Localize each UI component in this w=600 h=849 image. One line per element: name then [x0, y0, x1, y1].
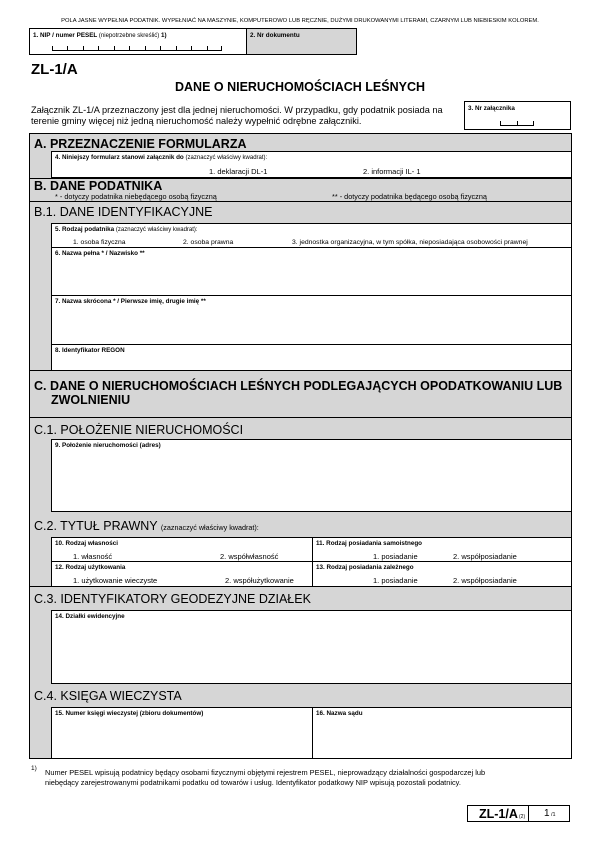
field-5-note: (zaznaczyć właściwy kwadrat): — [115, 227, 198, 233]
footnote-text — [45, 768, 485, 787]
property-location-label: 9. Położenie nieruchomości (adres) — [55, 442, 161, 449]
section-c2-note: (zaznaczyć właściwy kwadrat): — [160, 523, 259, 532]
parcels-label: 14. Działki ewidencyjne — [55, 613, 125, 620]
section-c2-title — [34, 519, 259, 533]
field-5-box — [51, 223, 572, 248]
section-a-title: A. PRZEZNACZENIE FORMULARZA — [34, 137, 247, 151]
field-4-note: (zaznaczyć właściwy kwadrat): — [185, 155, 268, 161]
intro-line-2: terenie gminy więcej niż jedną nieruchomość należy wypełnić odrębne załączniki. — [31, 116, 362, 126]
section-c-title-line-2: ZWOLNIENIU — [51, 393, 131, 407]
attachment-number-label: 3. Nr załącznika — [468, 105, 515, 112]
section-c1-title: C.1. POŁOŻENIE NIERUCHOMOŚCI — [34, 423, 244, 437]
intro-text — [31, 105, 443, 127]
field-10-box — [51, 537, 313, 562]
section-b-title: B. DANE PODATNIKA — [34, 179, 163, 193]
regon-field[interactable] — [51, 344, 572, 371]
option-dependent-co-possession[interactable]: 2. współposiadanie — [453, 576, 517, 585]
section-c3-title: C.3. IDENTYFIKATORY GEODEZYJNE DZIAŁEK — [34, 592, 311, 606]
field-12-label: 12. Rodzaj użytkowania — [55, 564, 126, 571]
option-dl1[interactable]: 1. deklaracji DL-1 — [209, 167, 268, 176]
full-name-field[interactable] — [51, 247, 572, 296]
property-location-field[interactable] — [51, 439, 572, 512]
attachment-comb — [500, 122, 534, 126]
full-name-label: 6. Nazwa pełna * / Nazwisko ** — [55, 250, 145, 257]
footer-form-code — [467, 805, 529, 822]
footer-page: 1 — [544, 808, 550, 819]
field-13-label: 13. Rodzaj posiadania zależnego — [316, 564, 414, 571]
footer-page-total: /1 — [551, 812, 556, 818]
intro-line-1: Załącznik ZL-1/A przeznaczony jest dla jednej nieruchomości. W przypadku, gdy podatnik posiada na — [31, 105, 443, 115]
field-4-label: 4. Niniejszy formularz stanowi załącznik do — [55, 154, 184, 161]
court-name-label: 16. Nazwa sądu — [316, 710, 363, 717]
option-organizational-unit[interactable]: 3. jednostka organizacyjna, w tym spółka, nieposiadająca osobowości prawnej — [292, 239, 528, 246]
attachment-number-field[interactable] — [464, 101, 571, 130]
field-11-box — [312, 537, 572, 562]
form-code: ZL-1/A — [31, 61, 78, 78]
nip-comb — [52, 47, 222, 51]
field-11-label: 11. Rodzaj posiadania samoistnego — [316, 540, 423, 547]
field-4-box — [51, 151, 572, 178]
option-il1[interactable]: 2. informacji IL- 1 — [363, 167, 421, 176]
footer-version: (2) — [519, 814, 526, 820]
nip-pesel-note: (niepotrzebne skreślić) — [98, 33, 160, 39]
form-title: DANE O NIERUCHOMOŚCIACH LEŚNYCH — [174, 80, 425, 94]
nip-pesel-field[interactable] — [29, 28, 247, 55]
option-co-possession[interactable]: 2. współposiadanie — [453, 552, 517, 561]
option-co-usufruct[interactable]: 2. współużytkowanie — [225, 576, 294, 585]
option-possession[interactable]: 1. posiadanie — [373, 552, 418, 561]
footnote-line-1: Numer PESEL wpisują podatnicy będący osobami fizycznymi objętymi rejestrem PESEL, nieprowadzący działalności gospodarczej lub — [45, 768, 486, 777]
option-legal-person[interactable]: 2. osoba prawna — [183, 239, 234, 246]
field-13-box — [312, 561, 572, 587]
section-b-note-2: ** - dotyczy podatnika będącego osobą fizyczną — [332, 192, 487, 201]
option-perpetual-usufruct[interactable]: 1. użytkowanie wieczyste — [73, 576, 158, 585]
field-5-label: 5. Rodzaj podatnika — [55, 226, 115, 233]
footnote-mark: 1) — [31, 765, 37, 772]
section-c4-title: C.4. KSIĘGA WIECZYSTA — [34, 689, 182, 703]
option-co-ownership[interactable]: 2. współwłasność — [220, 552, 279, 561]
option-natural-person[interactable]: 1. osoba fizyczna — [73, 239, 126, 246]
document-number-label: 2. Nr dokumentu — [250, 32, 300, 39]
nip-pesel-ref: 1) — [161, 32, 167, 39]
footer-code: ZL-1/A — [479, 807, 518, 821]
field-12-box — [51, 561, 313, 587]
section-c-title — [34, 379, 562, 407]
field-10-label: 10. Rodzaj własności — [55, 540, 118, 547]
short-name-field[interactable] — [51, 295, 572, 345]
parcels-field[interactable] — [51, 610, 572, 684]
option-dependent-possession[interactable]: 1. posiadanie — [373, 576, 418, 585]
section-b1-title: B.1. DANE IDENTYFIKACYJNE — [34, 205, 213, 219]
land-register-label: 15. Numer księgi wieczystej (zbioru dokumentów) — [55, 710, 204, 717]
footer-page-number — [528, 805, 570, 822]
footnote-line-2: niebędący zarejestrowanymi podatnikami podatku od towarów i usług. Identyfikator podatkowy NIP wpisują pozostali podatnicy. — [45, 777, 461, 787]
document-number-field — [246, 28, 357, 55]
section-b-note-1: * - dotyczy podatnika niebędącego osobą fizyczną — [55, 192, 217, 201]
short-name-label: 7. Nazwa skrócona * / Pierwsze imię, drugie imię ** — [55, 298, 206, 305]
land-register-field[interactable] — [51, 707, 313, 759]
section-c-title-line-1: C. DANE O NIERUCHOMOŚCIACH LEŚNYCH PODLEGAJĄCYCH OPODATKOWANIU LUB — [34, 379, 563, 393]
section-c2-title-text: C.2. TYTUŁ PRAWNY — [34, 519, 158, 533]
regon-label: 8. Identyfikator REGON — [55, 347, 125, 354]
option-ownership[interactable]: 1. własność — [73, 552, 113, 561]
top-note: POLA JASNE WYPEŁNIA PODATNIK. WYPEŁNIAĆ NA MASZYNIE, KOMPUTEROWO LUB RĘCZNIE, DUŻYMI DRUKOWANYMI LITERAMI, CZARNYM LUB NIEBIESKIM KOLOREM. — [61, 18, 539, 24]
nip-pesel-label: 1. NIP / numer PESEL — [33, 32, 98, 39]
court-name-field[interactable] — [312, 707, 572, 759]
